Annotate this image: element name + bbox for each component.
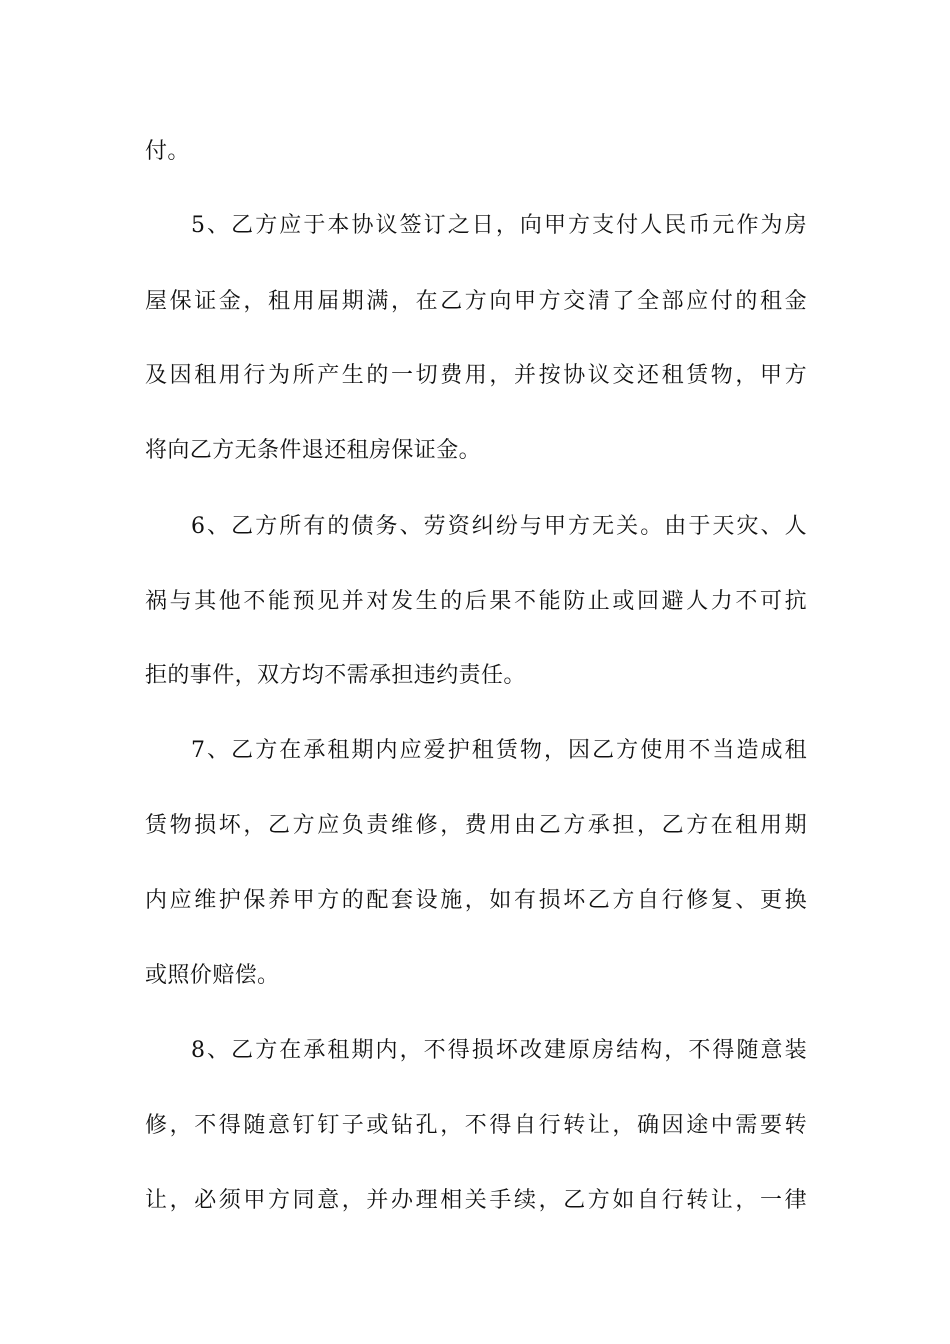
paragraph-8-line-3: 让，必须甲方同意，并办理相关手续，乙方如自行转让，一律 (145, 1188, 807, 1213)
paragraph-6-line-3: 拒的事件，双方均不需承担违约责任。 (145, 663, 526, 688)
paragraph-7-line-3: 内应维护保养甲方的配套设施，如有损坏乙方自行修复、更换 (145, 888, 807, 913)
paragraph-7-line-2: 赁物损坏，乙方应负责维修，费用由乙方承担，乙方在租用期 (145, 813, 807, 838)
paragraph-6-line-2: 祸与其他不能预见并对发生的后果不能防止或回避人力不可抗 (145, 589, 807, 614)
paragraph-7-line-1: 7、乙方在承租期内应爱护租赁物，因乙方使用不当造成租 (191, 738, 807, 763)
paragraph-5-line-3: 及因租用行为所产生的一切费用，并按协议交还租赁物，甲方 (145, 363, 807, 388)
paragraph-7-line-4: 或照价赔偿。 (145, 963, 280, 988)
paragraph-5-line-4: 将向乙方无条件退还租房保证金。 (145, 438, 482, 463)
paragraph-8-line-1: 8、乙方在承租期内，不得损坏改建原房结构，不得随意装 (191, 1038, 807, 1063)
paragraph-5-line-1: 5、乙方应于本协议签订之日，向甲方支付人民币元作为房 (191, 213, 807, 238)
paragraph-8-line-2: 修，不得随意钉钉子或钻孔，不得自行转让，确因途中需要转 (145, 1113, 807, 1138)
text-line: 付。 (145, 139, 190, 164)
paragraph-6-line-1: 6、乙方所有的债务、劳资纠纷与甲方无关。由于天灾、人 (191, 514, 807, 539)
paragraph-5-line-2: 屋保证金，租用届期满，在乙方向甲方交清了全部应付的租金 (145, 289, 807, 314)
